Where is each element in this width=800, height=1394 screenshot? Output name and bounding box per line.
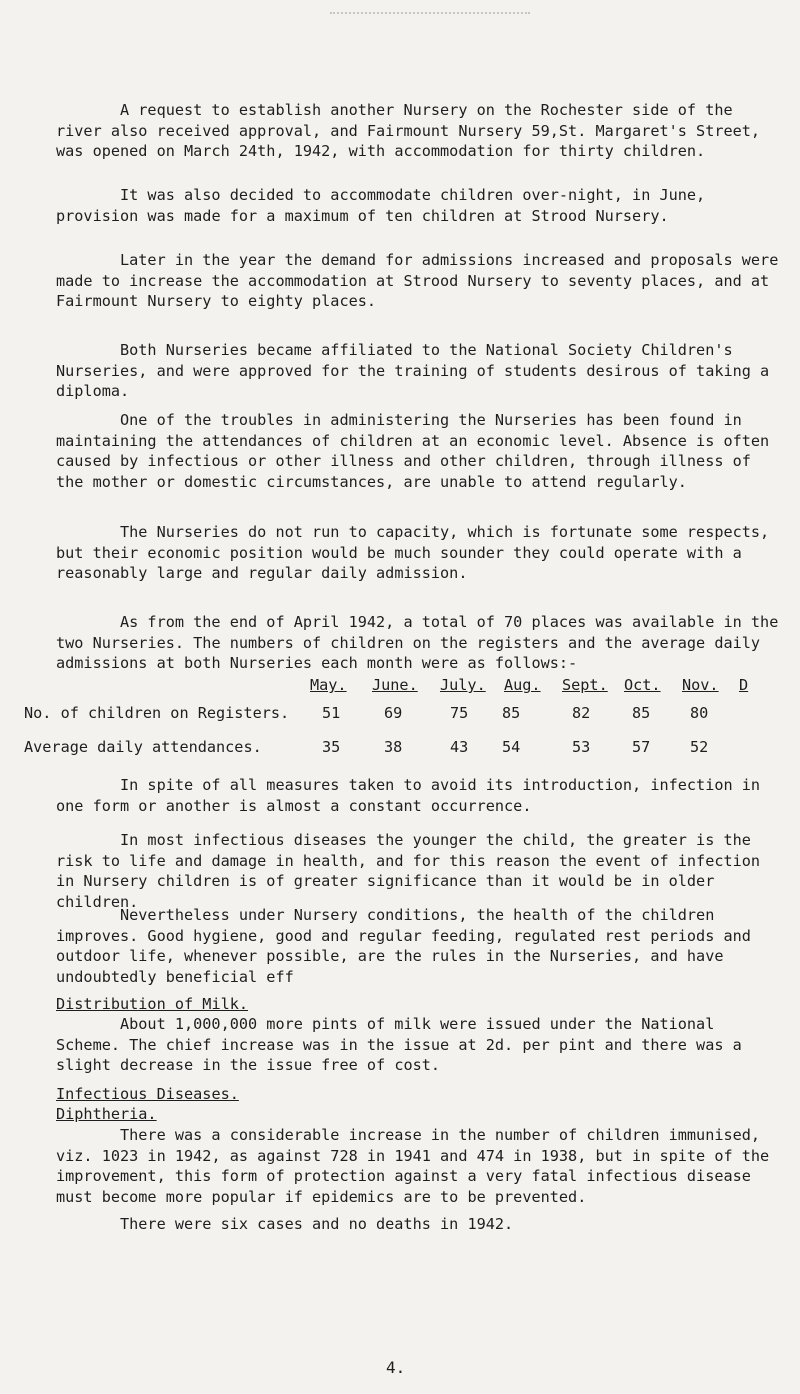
table-cell: 53 bbox=[572, 738, 591, 756]
table-row-registers bbox=[24, 704, 764, 726]
paragraph-attendance-troubles: One of the troubles in administering the Nurseries has been found in maintaining the attendances of children at an economic level. Absence is often caused by infectious or other illness and other children, through illness of the mother or domestic circumstances, are unable to attend regularly. bbox=[56, 411, 779, 491]
month-header: June. bbox=[372, 676, 418, 694]
table-cell: 85 bbox=[632, 704, 651, 722]
paragraph-infection: In spite of all measures taken to avoid its introduction, infection in one form or another is almost a constant occurrence. bbox=[56, 776, 770, 815]
month-header: Sept. bbox=[562, 676, 608, 694]
table-cell: 69 bbox=[384, 704, 403, 722]
paragraph-admissions-increase: Later in the year the demand for admissions increased and proposals were made to increase the accommodation at Strood Nursery to seventy places, and at Fairmount Nursery to eighty places. bbox=[56, 251, 788, 310]
paragraph-younger-child: In most infectious diseases the younger the child, the greater is the risk to life and damage in health, and for this reason the event of infection in Nursery children is of greater significance than it would be in older children. bbox=[56, 831, 770, 911]
table-cell: 75 bbox=[450, 704, 469, 722]
page-number: 4. bbox=[386, 1358, 406, 1377]
row-label: No. of children on Registers. bbox=[24, 704, 290, 722]
table-cell: 51 bbox=[322, 704, 341, 722]
month-header: D bbox=[739, 676, 749, 694]
paragraph-overnight: It was also decided to accommodate children over-night, in June, provision was made for a maximum of ten children at Strood Nursery. bbox=[56, 186, 715, 225]
heading-infectious-diseases: Infectious Diseases. bbox=[56, 1085, 239, 1103]
paragraph-cases: There were six cases and no deaths in 1942. bbox=[120, 1215, 514, 1233]
table-cell: 57 bbox=[632, 738, 651, 756]
table-cell: 80 bbox=[690, 704, 709, 722]
paragraph-fairmount-nursery: A request to establish another Nursery on the Rochester side of the river also received approval, and Fairmount Nursery 59,St. Margaret's Street, was opened on March 24th, 1942, with accommodation for thirty children. bbox=[56, 101, 770, 160]
row-label: Average daily attendances. bbox=[24, 738, 262, 756]
table-row-attendances bbox=[24, 738, 764, 760]
month-header: Aug. bbox=[504, 676, 541, 694]
table-cell: 82 bbox=[572, 704, 591, 722]
paragraph-capacity: The Nurseries do not run to capacity, which is fortunate some respects, but their economic position would be much sounder they could operate with a reasonably large and regular daily admission. bbox=[56, 523, 779, 582]
paragraph-diphtheria: There was a considerable increase in the number of children immunised, viz. 1023 in 1942, as against 728 in 1941 and 474 in 1938, but in spite of the improvement, this form of protection against a very fatal infectious disease must become more popular if epidemics are to be prevented. bbox=[56, 1126, 779, 1206]
table-header-row bbox=[56, 676, 796, 698]
table-cell: 52 bbox=[690, 738, 709, 756]
month-header: Oct. bbox=[624, 676, 661, 694]
paragraph-milk: About 1,000,000 more pints of milk were issued under the National Scheme. The chief increase was in the issue at 2d. per pint and there was a slight decrease in the issue free of cost. bbox=[56, 1015, 751, 1074]
table-cell: 38 bbox=[384, 738, 403, 756]
paragraph-health-improves: Nevertheless under Nursery conditions, the health of the children improves. Good hygiene, good and regular feeding, regulated rest periods and outdoor life, whenever possible, are the rules in the Nurseries, and have undoubtedly beneficial eff bbox=[56, 906, 761, 986]
month-header: Nov. bbox=[682, 676, 719, 694]
month-header: July. bbox=[440, 676, 486, 694]
table-cell: 54 bbox=[502, 738, 521, 756]
paragraph-affiliation: Both Nurseries became affiliated to the National Society Children's Nurseries, and were approved for the training of students desirous of taking a diploma. bbox=[56, 341, 779, 400]
table-cell: 85 bbox=[502, 704, 521, 722]
month-header: May. bbox=[310, 676, 347, 694]
heading-distribution-of-milk: Distribution of Milk. bbox=[56, 995, 249, 1013]
paragraph-places-available: As from the end of April 1942, a total of 70 places was available in the two Nurseries. The numbers of children on the registers and the average daily admissions at both Nurseries each month were as follows:- bbox=[56, 613, 788, 672]
table-cell: 35 bbox=[322, 738, 341, 756]
heading-diphtheria: Diphtheria. bbox=[56, 1105, 157, 1123]
table-cell: 43 bbox=[450, 738, 469, 756]
scan-artifact bbox=[330, 12, 530, 22]
